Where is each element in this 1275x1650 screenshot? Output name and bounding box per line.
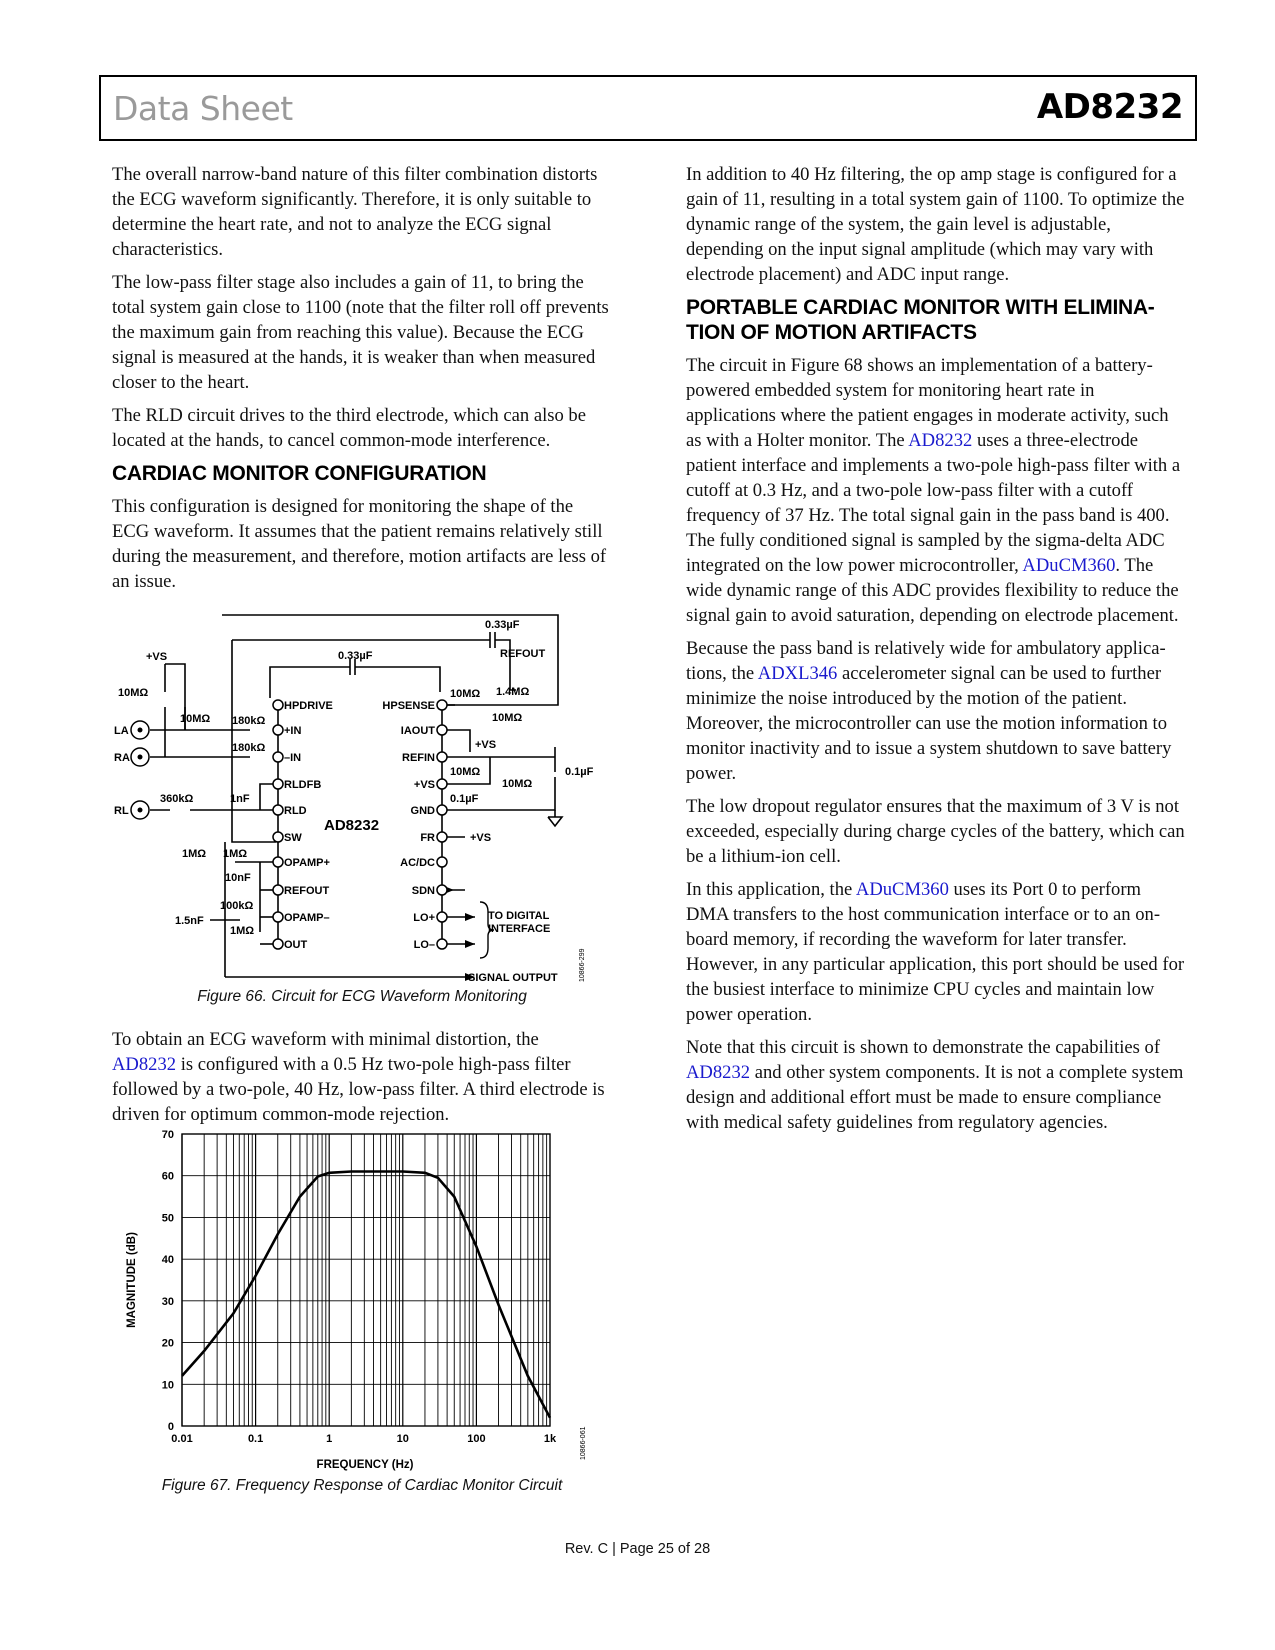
resistor-label: 360kΩ — [160, 793, 194, 805]
right-column — [686, 162, 1186, 1143]
y-tick-label: 20 — [161, 1337, 174, 1350]
pin-label: REFOUT — [284, 885, 330, 897]
paragraph-text: is configured with a 0.5 Hz two-pole high-pass filter followed by a two-pole, 40 Hz, low-pass filter. A third electrode is driven for optimum common-mode rejection. — [112, 1054, 605, 1125]
to-digital-label: TO DIGITAL — [488, 910, 550, 922]
electrode-label: RL — [114, 805, 129, 817]
vs-label: +VS — [146, 651, 168, 663]
paragraph: This configuration is designed for monitoring the shape of the ECG waveform. It assumes that the patient remains relatively still during the measurement, and therefore, motion artifacts are less of an issue. — [112, 496, 607, 592]
cap-label: 1.5nF — [175, 915, 204, 927]
aducm360-link[interactable]: ADuCM360 — [855, 879, 949, 900]
cap-label: 10nF — [225, 872, 251, 884]
pin-label: REFIN — [402, 752, 435, 764]
paragraph-text: In this application, the — [686, 879, 856, 900]
x-tick-label: 0.1 — [247, 1433, 264, 1445]
ad8232-link[interactable]: AD8232 — [686, 1062, 751, 1083]
figure-code: 10866-061 — [580, 1426, 587, 1460]
pin-label: SDN — [411, 885, 435, 897]
page-header — [99, 75, 1197, 141]
y-tick-label: 40 — [161, 1254, 174, 1267]
header-doc-type: Data Sheet — [113, 89, 293, 128]
section-heading-cardiac: CARDIAC MONITOR CONFIGURATION — [112, 462, 487, 485]
pin-label: IAOUT — [400, 725, 435, 737]
paragraph-text: . The wide dynamic range of this ADC provides flexibility to reduce the signal gain to avoid saturation, depending on electrode placement. — [686, 555, 1179, 626]
resistor-label: 1.4MΩ — [496, 686, 530, 698]
pin-label: AC/DC — [400, 857, 435, 869]
resistor-label: 10MΩ — [502, 778, 533, 790]
pin-label: SW — [284, 832, 302, 844]
resistor-label: 10MΩ — [450, 688, 481, 700]
x-tick-label: 1 — [326, 1433, 333, 1445]
paragraph — [112, 1027, 612, 1127]
paragraph: The overall narrow-band nature of this filter combination distorts the ECG waveform significantly. Therefore, it is only suitable to determine the heart rate, and not to analyze the ECG signal characteristics. — [112, 164, 598, 260]
pin-label: GND — [410, 805, 435, 817]
paragraph: The RLD circuit drives to the third electrode, which can also be located at the hands, to cancel common-mode interference. — [112, 405, 586, 451]
frequency-response-line — [182, 1172, 550, 1418]
cap-label: 0.1µF — [450, 793, 479, 805]
pin-label: HPDRIVE — [284, 700, 333, 712]
y-tick-label: 0 — [167, 1421, 174, 1433]
x-axis-label: FREQUENCY (Hz) — [316, 1459, 414, 1471]
figure-67-chart — [115, 1128, 595, 1478]
paragraph: The low dropout regulator ensures that the maximum of 3 V is not exceeded, especially during charge cycles of the battery, which can be a lithium-ion cell. — [686, 796, 1185, 867]
interface-label: INTERFACE — [488, 923, 551, 935]
electrode-label: LA — [114, 725, 129, 737]
cap-label: 0.1µF — [565, 766, 594, 778]
pin-label: OPAMP– — [284, 912, 330, 924]
figure-67-caption: Figure 67. Frequency Response of Cardiac Monitor Circuit — [161, 1477, 563, 1494]
header-part-number: AD8232 — [1036, 87, 1183, 127]
figure-code: 10866-299 — [579, 948, 586, 982]
resistor-label: 10MΩ — [118, 687, 149, 699]
pin-label: RLD — [284, 805, 307, 817]
paragraph-text: Because the pass band is relatively wide for ambulatory applica-tions, the — [686, 638, 1166, 684]
vs-label: +VS — [475, 739, 497, 751]
pin-label: HPSENSE — [382, 700, 435, 712]
cap-label: 0.33µF — [485, 619, 520, 631]
left-column — [112, 162, 612, 602]
resistor-label: 1MΩ — [230, 925, 255, 937]
paragraph — [686, 636, 1186, 786]
pin-label: RLDFB — [284, 779, 322, 791]
pin-label: +IN — [284, 725, 302, 737]
cap-label: 0.33µF — [338, 650, 373, 662]
paragraph: The low-pass filter stage also includes a gain of 11, to bring the total system gain close to 1100 (note that the filter roll off prevents the maximum gain from reaching this value). Because the ECG signal is measured at the hands, it is weaker than when measured closer to the heart. — [112, 272, 609, 393]
resistor-label: 1MΩ — [182, 848, 207, 860]
paragraph-text: accelerometer signal can be used to further minimize the noise introduced by the motion of the patient. Moreover, the microcontroller can use the motion information to monitor inactivity and to issue a system shutdown to save battery power. — [686, 663, 1172, 784]
x-tick-label: 10 — [396, 1433, 409, 1445]
pin-label: LO+ — [413, 912, 435, 924]
figure-66-circuit — [110, 612, 610, 998]
figure-66-caption: Figure 66. Circuit for ECG Waveform Monitoring — [197, 988, 527, 1005]
adxl346-link[interactable]: ADXL346 — [757, 663, 838, 684]
paragraph-text: uses its Port 0 to perform DMA transfers to the host communication interface or to an on-board memory, if recording the waveform for later transfer. However, in any particular application, this port should be used for the busiest interface to minimize CPU cycles and maintain low power operation. — [686, 879, 1185, 1025]
resistor-label: 180kΩ — [232, 715, 266, 727]
paragraph-text: The circuit in Figure 68 shows an implementation of a battery-powered embedded system for monitoring heart rate in applications where the patient engages in moderate activity, such as with a Holter monitor. The — [686, 355, 1169, 451]
paragraph-text: Note that this circuit is shown to demonstrate the capabilities of — [686, 1037, 1161, 1058]
y-tick-label: 70 — [161, 1129, 174, 1141]
cap-label: 1nF — [230, 793, 250, 805]
paragraph — [686, 353, 1186, 628]
y-tick-label: 50 — [161, 1212, 174, 1225]
refout-label: REFOUT — [500, 648, 546, 660]
paragraph: In addition to 40 Hz filtering, the op amp stage is configured for a gain of 11, resulting in a total system gain of 1100. To optimize the dynamic range of the system, the gain level is adjustable, depending on the input signal amplitude (which may vary with electrode placement) and ADC input range. — [686, 164, 1185, 285]
x-tick-label: 0.01 — [171, 1433, 193, 1445]
signal-output-label: SIGNAL OUTPUT — [468, 972, 558, 984]
pin-label: LO– — [413, 939, 435, 951]
section-heading-portable: PORTABLE CARDIAC MONITOR WITH ELIMINA-TION OF MOTION ARTIFACTS — [686, 296, 1155, 344]
electrode-label: RA — [114, 752, 130, 764]
vs-label: +VS — [470, 832, 492, 844]
resistor-label: 10MΩ — [450, 766, 481, 778]
resistor-label: 10MΩ — [180, 713, 211, 725]
chip-label: AD8232 — [324, 817, 380, 834]
y-tick-label: 60 — [161, 1170, 174, 1183]
page-footer: Rev. C | Page 25 of 28 — [564, 1541, 711, 1557]
resistor-label: 10MΩ — [492, 712, 523, 724]
resistor-label: 180kΩ — [232, 742, 266, 754]
pin-label: OPAMP+ — [284, 857, 330, 869]
pin-label: –IN — [284, 752, 302, 764]
aducm360-link[interactable]: ADuCM360 — [1022, 555, 1116, 576]
y-tick-label: 30 — [161, 1295, 174, 1308]
y-tick-label: 10 — [161, 1379, 174, 1392]
pin-label: OUT — [284, 939, 308, 951]
x-tick-label: 100 — [467, 1433, 486, 1445]
paragraph — [686, 877, 1186, 1027]
paragraph-text: and other system components. It is not a complete system design and additional effort must be made to ensure compliance with medical safety guidelines from regulatory agencies. — [686, 1062, 1184, 1133]
resistor-label: 100kΩ — [220, 900, 254, 912]
x-tick-label: 1k — [543, 1433, 557, 1445]
pin-label: FR — [420, 832, 435, 844]
ad8232-link[interactable]: AD8232 — [112, 1054, 177, 1075]
resistor-label: 1MΩ — [223, 848, 248, 860]
pin-label: +VS — [413, 779, 435, 791]
y-axis-label: MAGNITUDE (dB) — [126, 1232, 138, 1328]
ad8232-link[interactable]: AD8232 — [908, 430, 973, 451]
paragraph — [686, 1035, 1186, 1135]
left-column-lower — [112, 1027, 612, 1135]
paragraph-text: To obtain an ECG waveform with minimal distortion, the — [112, 1029, 539, 1050]
paragraph-text: uses a three-electrode patient interface and implements a two-pole high-pass filter with a cutoff at 0.3 Hz, and a two-pole low-pass filter with a cutoff frequency of 37 Hz. The total signal gain in the pass band is 400. The fully conditioned signal is sampled by the sigma-delta ADC integrated on the low power microcontroller, — [686, 430, 1181, 576]
